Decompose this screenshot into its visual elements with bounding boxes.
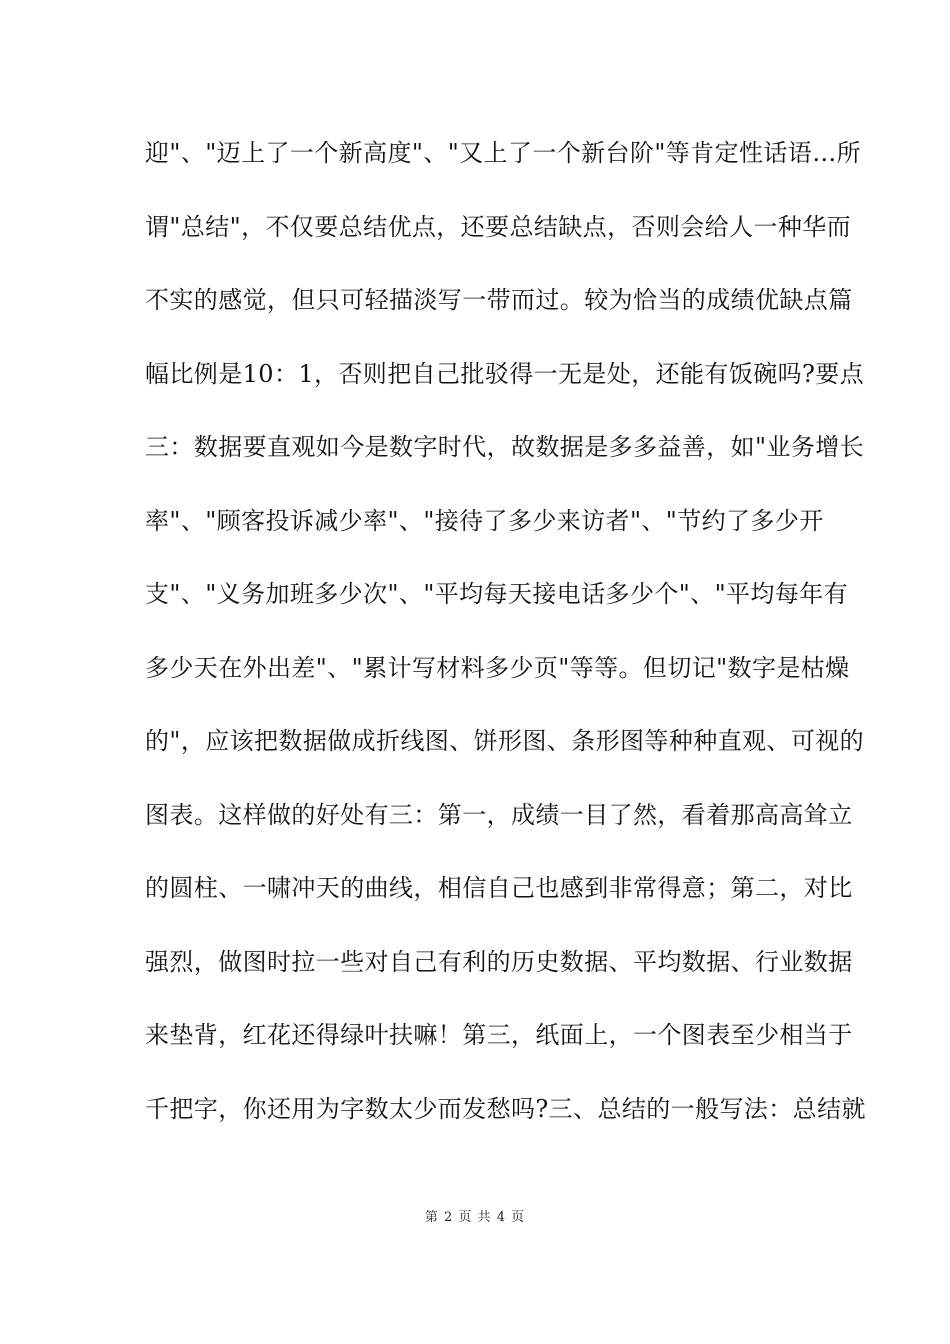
text-line-14: 千把字，你还用为字数太少而发愁吗?三、总结的一般写法：总结就	[145, 1094, 866, 1123]
text-line-2: 谓"总结"，不仅要总结优点，还要总结缺点，否则会给人一种华而	[145, 212, 852, 241]
text-line-12: 强烈，做图时拉一些对自己有利的历史数据、平均数据、行业数据	[145, 947, 853, 976]
text-line-1: 迎"、"迈上了一个新高度"、"又上了一个新台阶"等肯定性话语…所	[145, 139, 861, 167]
text-line-11: 的圆柱、一啸冲天的曲线，相信自己也感到非常得意；第二，对比	[145, 874, 853, 902]
text-line-7: 支"、"义务加班多少次"、"平均每天接电话多少个"、"平均每年有	[145, 580, 849, 608]
text-line-8: 多少天在外出差"、"累计写材料多少页"等等。但切记"数字是枯燥	[145, 653, 850, 682]
text-line-4: 幅比例是10：1，否则把自己批驳得一无是处，还能有饭碗吗?要点	[145, 359, 865, 388]
text-line-5: 三：数据要直观如今是数字时代，故数据是多多益善，如"业务增长	[145, 433, 865, 461]
text-line-10: 图表。这样做的好处有三：第一，成绩一目了然，看着那高高耸立	[145, 800, 853, 829]
text-line-3: 不实的感觉，但只可轻描淡写一带而过。较为恰当的成绩优缺点篇	[145, 286, 853, 314]
text-line-6: 率"、"顾客投诉减少率"、"接待了多少来访者"、"节约了多少开	[145, 506, 824, 535]
text-line-13: 来垫背，红花还得绿叶扶嘛！第三，纸面上，一个图表至少相当于	[145, 1021, 853, 1049]
body-text	[145, 128, 866, 1157]
page-footer: 第 2 页 共 4 页	[424, 1210, 526, 1225]
text-line-9: 的"，应该把数据做成折线图、饼形图、条形图等种种直观、可视的	[145, 727, 865, 755]
